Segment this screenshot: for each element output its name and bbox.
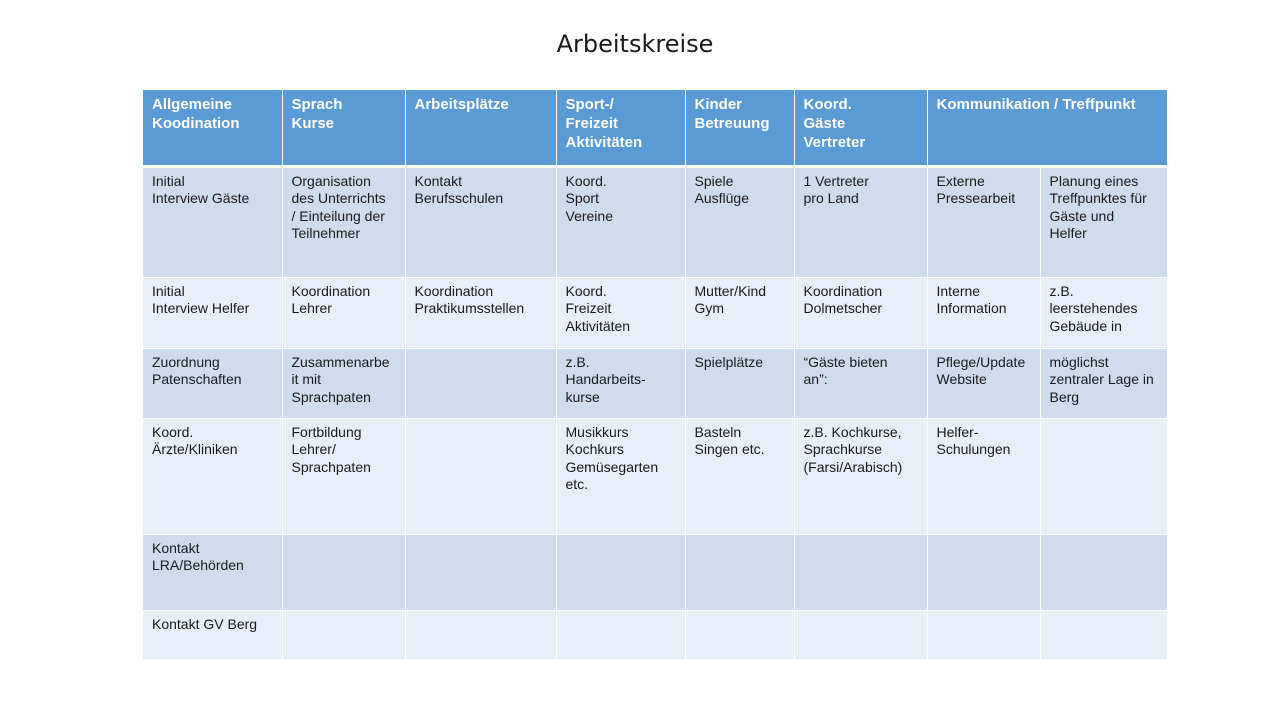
table-cell xyxy=(927,534,1040,610)
header-cell: Allgemeine Koodination xyxy=(143,90,282,166)
table-cell: Initial Interview Helfer xyxy=(143,277,282,348)
table-cell: Koordination Dolmetscher xyxy=(794,277,927,348)
table-cell xyxy=(556,534,685,610)
table-cell: Fortbildung Lehrer/ Sprachpaten xyxy=(282,418,405,534)
table-cell: z.B. Kochkurse, Sprachkurse (Farsi/Arabisch) xyxy=(794,418,927,534)
table-row xyxy=(143,534,1167,610)
table-cell: Kontakt GV Berg xyxy=(143,610,282,659)
table-cell xyxy=(405,610,556,659)
table-cell: Basteln Singen etc. xyxy=(685,418,794,534)
header-cell: Kommunikation / Treffpunkt xyxy=(927,90,1167,166)
table-cell: Zuordnung Patenschaften xyxy=(143,348,282,418)
table-cell xyxy=(1040,534,1167,610)
table-cell: Koord. Freizeit Aktivitäten xyxy=(556,277,685,348)
table-cell: Pflege/Update Website xyxy=(927,348,1040,418)
table-cell: Koord. Sport Vereine xyxy=(556,166,685,277)
table-cell xyxy=(405,348,556,418)
table-cell xyxy=(685,534,794,610)
table-cell xyxy=(927,610,1040,659)
table-cell xyxy=(685,610,794,659)
table-cell: Kontakt Berufsschulen xyxy=(405,166,556,277)
table-cell: Mutter/Kind Gym xyxy=(685,277,794,348)
table-cell: Helfer- Schulungen xyxy=(927,418,1040,534)
header-cell: Koord. Gäste Vertreter xyxy=(794,90,927,166)
table-cell: 1 Vertreter pro Land xyxy=(794,166,927,277)
header-cell: Arbeitsplätze xyxy=(405,90,556,166)
table-cell: Koordination Praktikumsstellen xyxy=(405,277,556,348)
table-cell: Kontakt LRA/Behörden xyxy=(143,534,282,610)
table-row xyxy=(143,348,1167,418)
table-cell: Spiele Ausflüge xyxy=(685,166,794,277)
table-header-row xyxy=(143,90,1167,166)
table-cell: Spielplätze xyxy=(685,348,794,418)
header-cell: Sprach Kurse xyxy=(282,90,405,166)
table-cell: Initial Interview Gäste xyxy=(143,166,282,277)
table-cell: möglichst zentraler Lage in Berg xyxy=(1040,348,1167,418)
table-cell: Externe Pressearbeit xyxy=(927,166,1040,277)
table-cell xyxy=(405,534,556,610)
table-cell xyxy=(1040,610,1167,659)
table-cell xyxy=(1040,418,1167,534)
table-cell: Musikkurs Kochkurs Gemüsegarten etc. xyxy=(556,418,685,534)
table-cell: Koord. Ärzte/Kliniken xyxy=(143,418,282,534)
table-row xyxy=(143,166,1167,277)
table-cell: “Gäste bieten an”: xyxy=(794,348,927,418)
table-cell xyxy=(794,534,927,610)
table-row xyxy=(143,610,1167,659)
table-cell: z.B. leerstehendes Gebäude in xyxy=(1040,277,1167,348)
table-row xyxy=(143,418,1167,534)
header-cell: Kinder Betreuung xyxy=(685,90,794,166)
table-cell xyxy=(556,610,685,659)
table-cell xyxy=(282,534,405,610)
arbeitskreise-table xyxy=(143,90,1167,660)
table-cell: Interne Information xyxy=(927,277,1040,348)
table-cell: Zusammenarbe it mit Sprachpaten xyxy=(282,348,405,418)
table-row xyxy=(143,277,1167,348)
table-cell: z.B. Handarbeits- kurse xyxy=(556,348,685,418)
table-cell: Koordination Lehrer xyxy=(282,277,405,348)
header-cell: Sport-/ Freizeit Aktivitäten xyxy=(556,90,685,166)
table-cell xyxy=(405,418,556,534)
table-cell: Organisation des Unterrichts / Einteilung der Teilnehmer xyxy=(282,166,405,277)
table-cell xyxy=(794,610,927,659)
slide-title: Arbeitskreise xyxy=(556,30,714,58)
table-cell: Planung eines Treffpunktes für Gäste und Helfer xyxy=(1040,166,1167,277)
table-cell xyxy=(282,610,405,659)
